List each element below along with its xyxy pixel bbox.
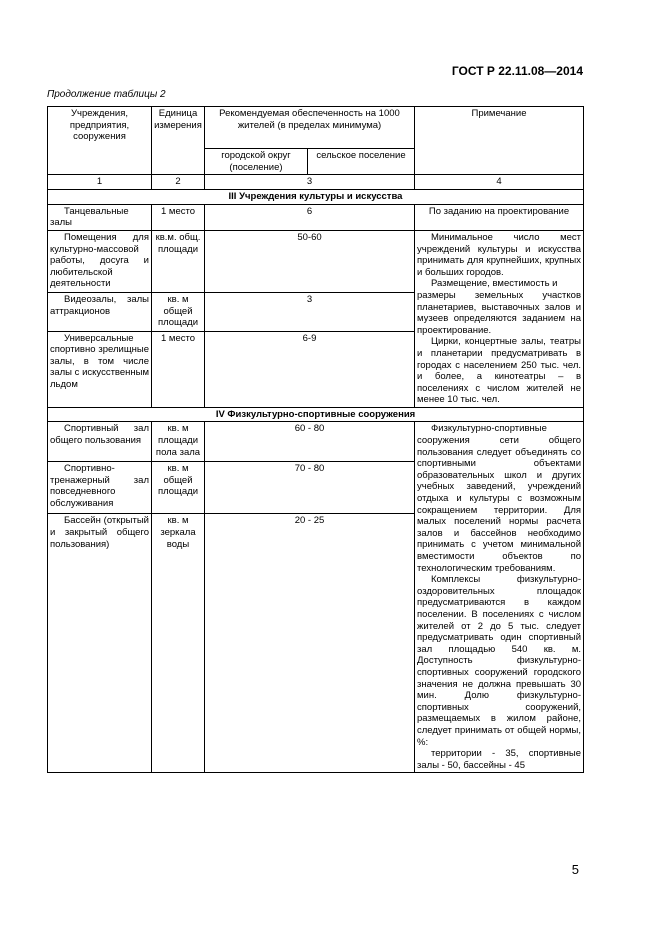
culture-notes: [415, 230, 584, 407]
col-number-2: 2: [152, 175, 205, 190]
document-header: ГОСТ Р 22.11.08—2014: [451, 64, 583, 78]
note-paragraph: территории - 35, спортивные залы - 50, бассейны - 45: [417, 748, 582, 771]
table-row-unit: 1 место: [152, 331, 205, 407]
sports-notes: [415, 422, 584, 773]
table-row-value: 60 - 80: [205, 422, 415, 462]
table-row-value: 20 - 25: [205, 514, 415, 773]
page-number: 5: [571, 862, 579, 877]
note-paragraph: размеры земельных участков планетариев, выставочных залов и музеев определяются заданием на проектирование.: [417, 289, 582, 336]
table-caption: Продолжение таблицы 2: [47, 89, 166, 100]
table-row-note: По заданию на проектирование: [415, 204, 584, 230]
table-row-unit: 1 место: [152, 204, 205, 230]
table-row-name: Танцевальные залы: [48, 204, 152, 230]
table-row-name: Универсальные спортивно зрелищные залы, в том числе залы с искусственным льдом: [48, 331, 152, 407]
table-row-unit: кв. м общей площади: [152, 462, 205, 514]
section-title-culture: III Учреждения культуры и искусства: [48, 190, 584, 205]
header-urban: городской округ (поселение): [205, 149, 308, 175]
note-paragraph: Комплексы физкультурно-оздоровительных площадок предусматриваются в каждом поселении. В поселениях с числом жителей от 2 до 5 тыс. следует предусматривать один спортивный зал площадью 540 кв. м. Доступность физкультурно-спортивных сооружений городского значения не должна превышать 30 мин. Долю физкультурно-спортивных сооружений, размещаемых в жилом районе, следует принимать от общей нормы, %:: [417, 574, 582, 748]
section-title-sports: IV Физкультурно-спортивные сооружения: [48, 407, 584, 422]
table-row-unit: кв. м общей площади: [152, 292, 205, 331]
standards-table: [47, 106, 584, 773]
header-unit: Единица измерения: [152, 107, 205, 175]
table-row-value: 50-60: [205, 230, 415, 292]
table-row-name: Помещения для культурно-массовой работы, досуга и любительской деятельности: [48, 230, 152, 292]
col-number-4: 4: [415, 175, 584, 190]
table-row-unit: кв. м площади пола зала: [152, 422, 205, 462]
note-paragraph: Минимальное число мест учреждений культуры и искусства принимать для крупнейших, крупных и больших городов.: [417, 231, 582, 278]
header-note: Примечание: [415, 107, 584, 175]
table-row-value: 6: [205, 204, 415, 230]
table-row-value: 70 - 80: [205, 462, 415, 514]
table-row-name: Спортивный зал общего пользования: [48, 422, 152, 462]
table-row-unit: кв.м. общ. площади: [152, 230, 205, 292]
header-rural: сельское поселение: [308, 149, 415, 175]
header-institutions: Учреждения, предприятия, сооружения: [48, 107, 152, 175]
table-row-name: Спортивно-тренажерный зал повседневного обслуживания: [48, 462, 152, 514]
col-number-1: 1: [48, 175, 152, 190]
table-row-name: Видеозалы, залы аттракционов: [48, 292, 152, 331]
table-row-value: 3: [205, 292, 415, 331]
table-row-unit: кв. м зеркала воды: [152, 514, 205, 773]
note-paragraph: Цирки, концертные залы, театры и планетарии предусматривать в городах с населением 250 тыс. чел. и более, а кинотеатры – в поселениях с числом жителей не менее 10 тыс. чел.: [417, 336, 582, 406]
table-row-value: 6-9: [205, 331, 415, 407]
table-row-name: Бассейн (открытый и закрытый общего пользования): [48, 514, 152, 773]
note-paragraph: Физкультурно-спортивные сооружения сети общего пользования следует объединять со спортивными объектами образовательных школ и других учебных заведений, учреждений отдыха и культуры с возможным сокращением территории. Для малых поселений нормы расчета залов и бассейнов необходимо принимать с учетом минимальной вместимости объектов по технологическим требованиям.: [417, 423, 582, 574]
col-number-3: 3: [205, 175, 415, 190]
note-paragraph: Размещение, вместимость и: [431, 278, 558, 290]
header-provision: Рекомендуемая обеспеченность на 1000 жителей (в пределах минимума): [205, 107, 415, 149]
